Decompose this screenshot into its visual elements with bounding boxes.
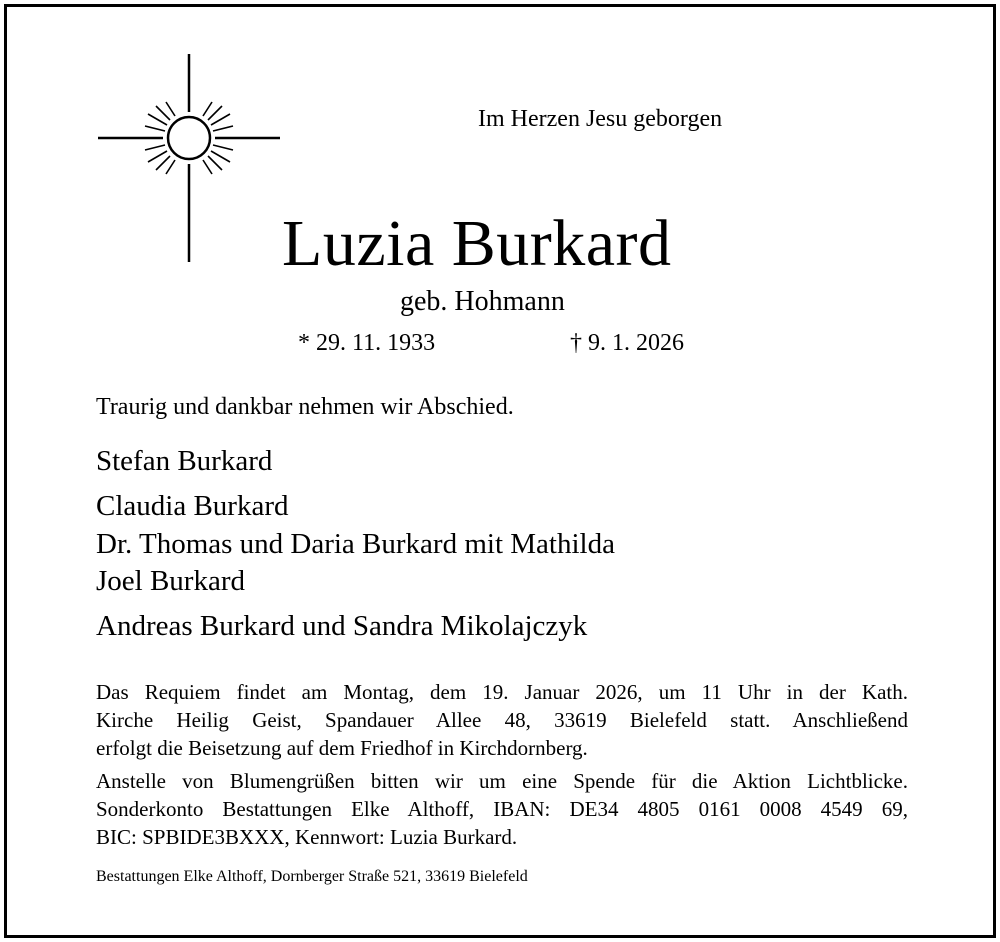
motto: Im Herzen Jesu geborgen (478, 106, 723, 132)
deceased-name: Luzia Burkard (282, 207, 672, 280)
donation-line: Sonderkonto Bestattungen Elke Althoff, IBAN: DE34 4805 0161 0008 4549 69, (96, 797, 908, 821)
death-date: † 9. 1. 2026 (570, 330, 684, 356)
requiem-line: erfolgt die Beisetzung auf dem Friedhof in Kirchdornberg. (96, 736, 588, 760)
mourner-name: Stefan Burkard (96, 445, 273, 477)
donation-paragraph (96, 767, 908, 851)
maiden-name: geb. Hohmann (400, 286, 565, 317)
farewell-text: Traurig und dankbar nehmen wir Abschied. (96, 394, 514, 420)
birth-date: * 29. 11. 1933 (298, 330, 436, 356)
mourner-name: Andreas Burkard und Sandra Mikolajczyk (96, 610, 588, 642)
cross-with-sun-icon (96, 52, 282, 264)
mourner-name: Claudia Burkard (96, 490, 289, 522)
donation-line: BIC: SPBIDE3BXXX, Kennwort: Luzia Burkard. (96, 825, 518, 849)
mourner-name: Dr. Thomas und Daria Burkard mit Mathilda (96, 528, 615, 560)
mourner-name: Joel Burkard (96, 565, 245, 597)
requiem-line: Kirche Heilig Geist, Spandauer Allee 48, 33619 Bielefeld statt. Anschließend (96, 708, 908, 732)
donation-line: Anstelle von Blumengrüßen bitten wir um eine Spende für die Aktion Lichtblicke. (96, 769, 908, 793)
requiem-paragraph (96, 678, 908, 762)
funeral-home-footer: Bestattungen Elke Althoff, Dornberger Straße 521, 33619 Bielefeld (96, 868, 528, 885)
requiem-line: Das Requiem findet am Montag, dem 19. Januar 2026, um 11 Uhr in der Kath. (96, 680, 908, 704)
